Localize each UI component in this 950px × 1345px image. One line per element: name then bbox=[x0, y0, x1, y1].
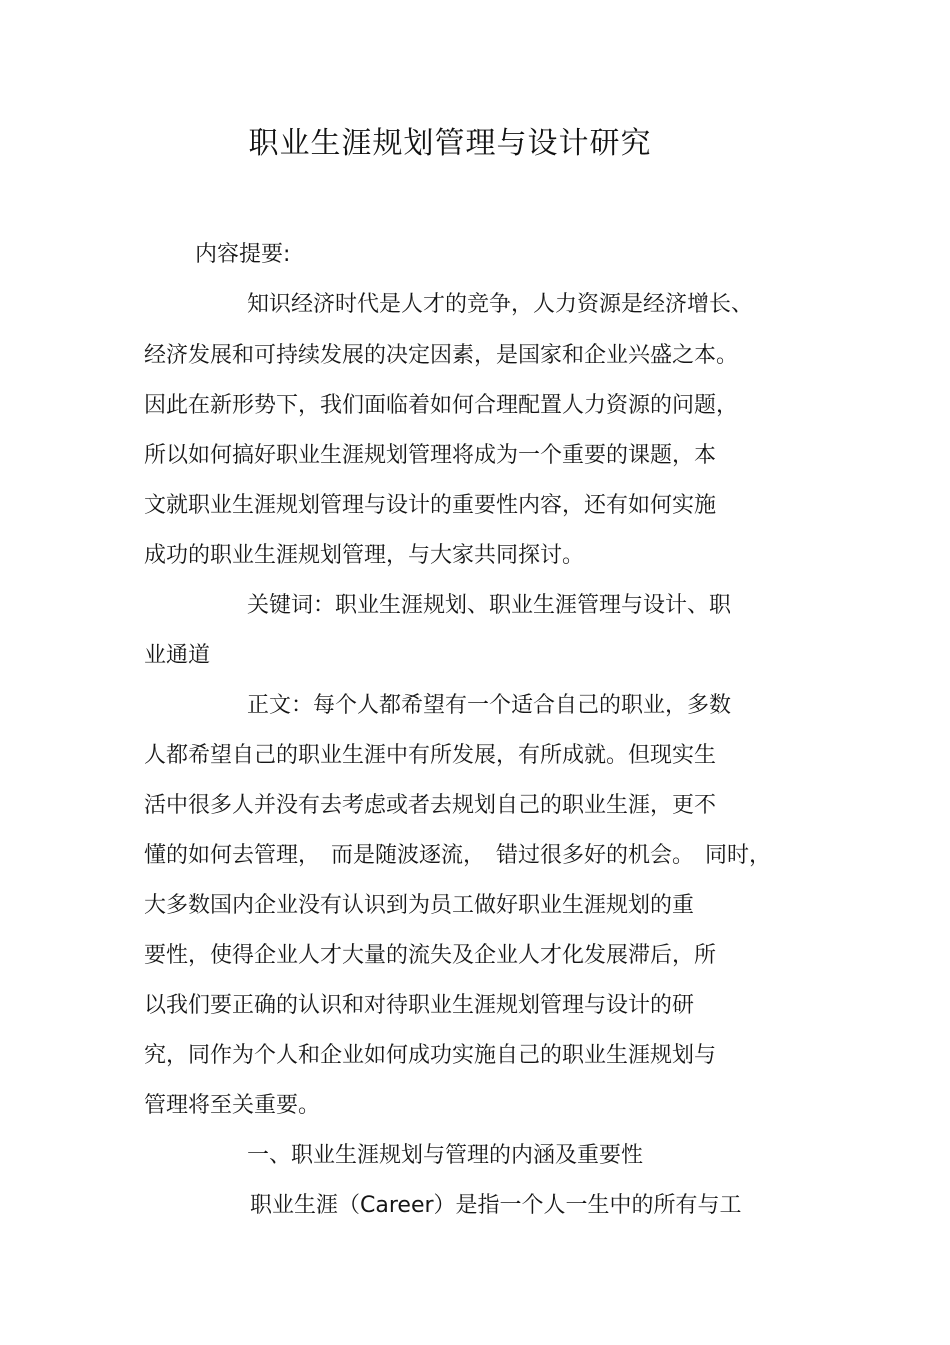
body-line: 大多数国内企业没有认识到为员工做好职业生涯规划的重 bbox=[144, 893, 695, 918]
paragraph-line: 成功的职业生涯规划管理，与大家共同探讨。 bbox=[144, 543, 585, 568]
paragraph-line: 知识经济时代是人才的竞争，人力资源是经济增长、 bbox=[247, 292, 754, 317]
abstract-label: 内容提要: bbox=[195, 242, 291, 267]
section-heading: 一、职业生涯规划与管理的内涵及重要性 bbox=[247, 1143, 644, 1168]
keywords-line: 关键词：职业生涯规划、职业生涯管理与设计、职 bbox=[247, 593, 732, 618]
paragraph-line: 所以如何搞好职业生涯规划管理将成为一个重要的课题，本 bbox=[144, 443, 717, 468]
paragraph-line: 经济发展和可持续发展的决定因素，是国家和企业兴盛之本。 bbox=[144, 343, 739, 368]
paragraph-line: 因此在新形势下，我们面临着如何合理配置人力资源的问题， bbox=[144, 393, 739, 418]
body-line: 懂的如何去管理， 而是随波逐流， 错过很多好的机会。 同时， bbox=[144, 843, 772, 868]
body-line: 活中很多人并没有去考虑或者去规划自己的职业生涯，更不 bbox=[144, 793, 717, 818]
body-line: 人都希望自己的职业生涯中有所发展，有所成就。但现实生 bbox=[144, 743, 717, 768]
paragraph-line: 文就职业生涯规划管理与设计的重要性内容，还有如何实施 bbox=[144, 493, 717, 518]
body-line: 职业生涯（Career）是指一个人一生中的所有与工 bbox=[250, 1193, 742, 1218]
body-line: 管理将至关重要。 bbox=[144, 1093, 321, 1118]
document-title: 职业生涯规划管理与设计研究 bbox=[248, 126, 652, 161]
keywords-line: 业通道 bbox=[144, 643, 211, 668]
body-line: 要性，使得企业人才大量的流失及企业人才化发展滞后，所 bbox=[144, 943, 717, 968]
body-line: 以我们要正确的认识和对待职业生涯规划管理与设计的研 bbox=[144, 993, 695, 1018]
body-line: 正文：每个人都希望有一个适合自己的职业，多数 bbox=[247, 693, 732, 718]
body-line: 究，同作为个人和企业如何成功实施自己的职业生涯规划与 bbox=[144, 1043, 717, 1068]
